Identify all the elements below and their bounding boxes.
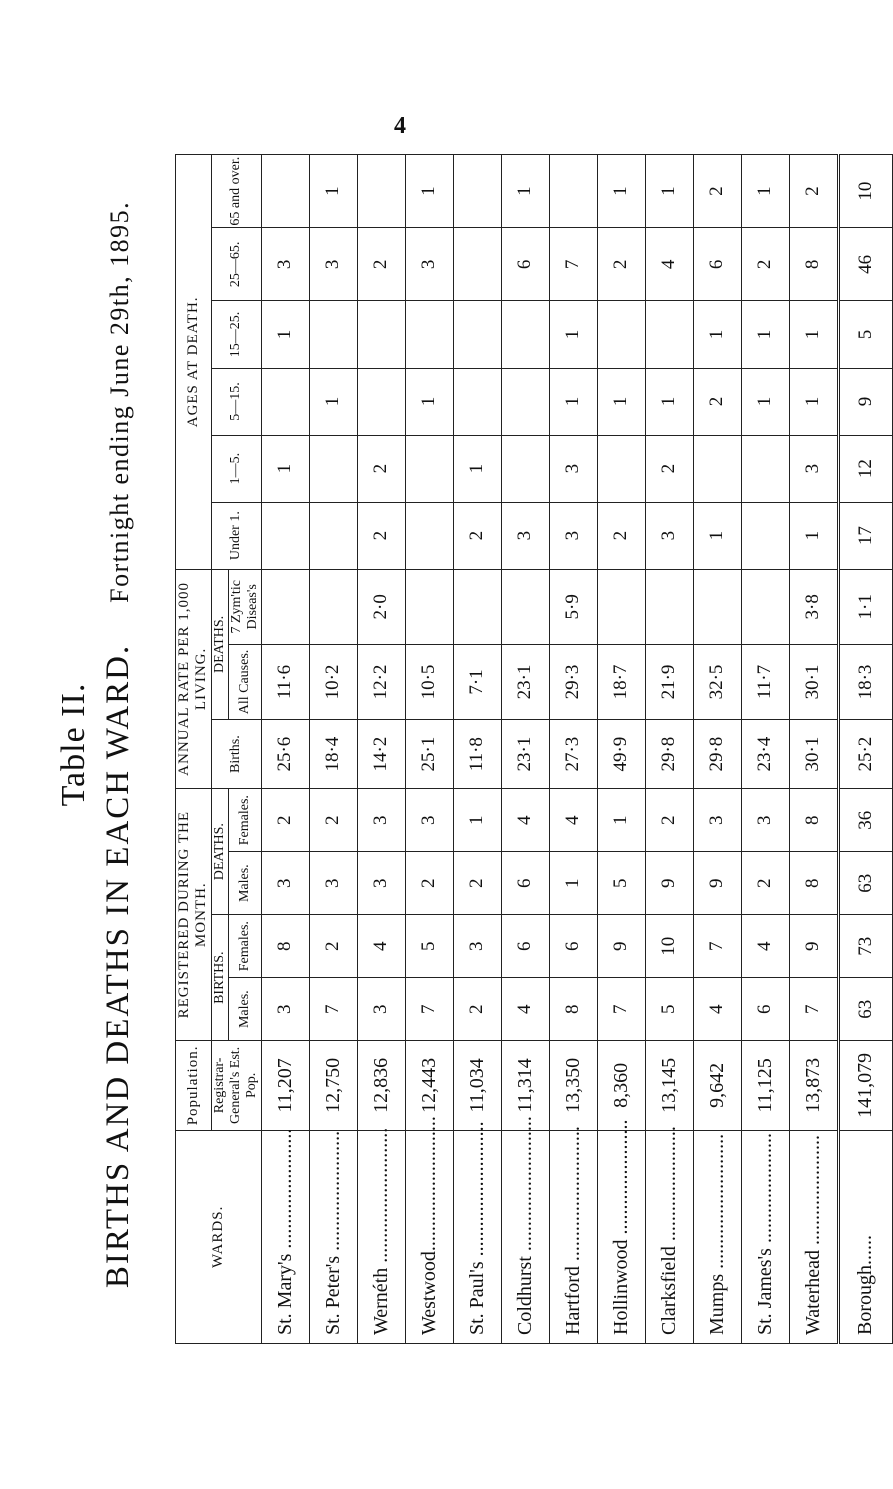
deaths-males-cell: 8 (789, 852, 838, 915)
births-females-cell: 4 (357, 915, 405, 978)
total-age-25-65: 46 (838, 228, 892, 301)
births-females-cell: 4 (741, 915, 789, 978)
age-1-5-cell (405, 435, 453, 502)
age-5-15-cell: 1 (405, 368, 453, 435)
death-rate-cell: 32·5 (693, 644, 741, 719)
age-5-15-cell: 1 (597, 368, 645, 435)
age-25-65-cell: 6 (693, 228, 741, 301)
deaths-males-cell: 9 (645, 852, 693, 915)
births-males-cell: 8 (549, 978, 597, 1041)
age-5-15-cell: 1 (549, 368, 597, 435)
ward-name: St. Mary's ........................ (261, 1130, 309, 1343)
all-causes-header: All Causes. (228, 644, 261, 719)
age-65-over-cell: 1 (597, 155, 645, 228)
deaths-males-cell: 2 (741, 852, 789, 915)
deaths-males-cell: 5 (597, 852, 645, 915)
zymotic-rate-cell (645, 569, 693, 644)
death-rate-cell: 12·2 (357, 644, 405, 719)
birth-rate-cell: 27·3 (549, 720, 597, 789)
births-males-cell: 4 (693, 978, 741, 1041)
age-1-5-cell (501, 435, 549, 502)
ward-name: Mumps ........................... (693, 1130, 741, 1343)
death-rate-cell: 11·6 (261, 644, 309, 719)
age-15-25-cell (309, 301, 357, 368)
births-females-cell: 5 (405, 915, 453, 978)
under1-cell: 1 (693, 502, 741, 569)
age-15-25-cell (405, 301, 453, 368)
annual-rate-header: ANNUAL RATE PER 1,000 LIVING. (176, 569, 212, 788)
death-rate-cell: 7·1 (453, 644, 501, 719)
registered-header: REGISTERED DURING THE MONTH. (176, 789, 212, 1041)
birth-rate-cell: 29·8 (645, 720, 693, 789)
deaths-males-cell: 9 (693, 852, 741, 915)
zymotic-rate-cell (741, 569, 789, 644)
births-males-cell: 7 (405, 978, 453, 1041)
registrar-pop-header: Registrar-General's Est. Pop. (211, 1041, 261, 1130)
deaths-males-header: Males. (228, 852, 261, 915)
age-65-over-cell: 1 (501, 155, 549, 228)
population-cell: 12,443 (405, 1041, 453, 1130)
ward-name: Hollinwood ....................... (597, 1130, 645, 1343)
zymotic-rate-cell (309, 569, 357, 644)
subtitle-text: Fortnight ending June 29th, 1895. (105, 200, 134, 603)
table-row (789, 155, 838, 1344)
births-females-cell: 6 (549, 915, 597, 978)
table-row (597, 155, 645, 1344)
deaths-rate-header: DEATHS. (211, 569, 228, 719)
age-65-over-cell: 2 (789, 155, 838, 228)
births-males-cell: 7 (789, 978, 838, 1041)
age-25-65-cell: 2 (597, 228, 645, 301)
age-15-25-cell (357, 301, 405, 368)
age-5-15-cell (501, 368, 549, 435)
age-25-65-cell: 8 (789, 228, 838, 301)
deaths-males-cell: 3 (309, 852, 357, 915)
age-1-5-cell: 3 (789, 435, 838, 502)
ward-name: Wernéth ........................... (357, 1130, 405, 1343)
births-females-cell: 9 (789, 915, 838, 978)
ward-name: St. James's ...................... (741, 1130, 789, 1343)
death-rate-cell: 30·1 (789, 644, 838, 719)
total-birth-rate: 25·2 (838, 720, 892, 789)
age-5-15-cell: 1 (789, 368, 838, 435)
deaths-females-header: Females. (228, 789, 261, 852)
births-males-cell: 3 (357, 978, 405, 1041)
age-15-25-cell (501, 301, 549, 368)
population-header: Population. (176, 1041, 212, 1130)
births-males-cell: 4 (501, 978, 549, 1041)
table-title (100, 0, 137, 1489)
age-25-65-header: 25—65. (211, 228, 261, 301)
births-header: BIRTHS. (211, 915, 228, 1041)
age-15-25-cell: 1 (741, 301, 789, 368)
ward-name: Westwood........................... (405, 1130, 453, 1343)
births-females-cell: 6 (501, 915, 549, 978)
deaths-males-cell: 3 (261, 852, 309, 915)
birth-rate-cell: 14·2 (357, 720, 405, 789)
births-females-cell: 2 (309, 915, 357, 978)
age-65-over-cell (357, 155, 405, 228)
age-25-65-cell: 6 (501, 228, 549, 301)
age-5-15-header: 5—15. (211, 368, 261, 435)
table-row (261, 155, 309, 1344)
age-1-5-header: 1—5. (211, 435, 261, 502)
title-text: BIRTHS AND DEATHS IN EACH WARD. (100, 643, 136, 1289)
deaths-females-cell: 3 (405, 789, 453, 852)
total-age-1-5: 12 (838, 435, 892, 502)
deaths-males-cell: 2 (405, 852, 453, 915)
zymotic-header: 7 Zym'tic Diseas's (228, 569, 261, 644)
age-25-65-cell: 4 (645, 228, 693, 301)
table-row (405, 155, 453, 1344)
table-row (357, 155, 405, 1344)
deaths-header: DEATHS. (211, 789, 228, 915)
age-5-15-cell: 1 (741, 368, 789, 435)
under1-cell (741, 502, 789, 569)
age-15-25-cell (645, 301, 693, 368)
age-25-65-cell: 3 (261, 228, 309, 301)
under1-header: Under 1. (211, 502, 261, 569)
deaths-females-cell: 3 (741, 789, 789, 852)
births-females-cell: 7 (693, 915, 741, 978)
under1-cell: 3 (645, 502, 693, 569)
zymotic-rate-cell (261, 569, 309, 644)
zymotic-rate-cell (693, 569, 741, 644)
age-1-5-cell: 3 (549, 435, 597, 502)
under1-cell (309, 502, 357, 569)
table-row (741, 155, 789, 1344)
under1-cell: 3 (549, 502, 597, 569)
birth-rate-cell: 11·8 (453, 720, 501, 789)
births-females-cell: 9 (597, 915, 645, 978)
deaths-females-cell: 8 (789, 789, 838, 852)
zymotic-rate-cell: 5·9 (549, 569, 597, 644)
population-cell: 9,642 (693, 1041, 741, 1130)
table-row (453, 155, 501, 1344)
deaths-females-cell: 4 (549, 789, 597, 852)
ward-name: Clarksfield ....................... (645, 1130, 693, 1343)
age-1-5-cell: 2 (357, 435, 405, 502)
birth-rate-cell: 30·1 (789, 720, 838, 789)
deaths-females-cell: 4 (501, 789, 549, 852)
zymotic-rate-cell (405, 569, 453, 644)
age-1-5-cell: 1 (453, 435, 501, 502)
deaths-females-cell: 2 (261, 789, 309, 852)
deaths-females-cell: 2 (645, 789, 693, 852)
population-cell: 11,034 (453, 1041, 501, 1130)
age-25-65-cell: 3 (309, 228, 357, 301)
table-label: Table II. (55, 682, 92, 807)
table-row (645, 155, 693, 1344)
age-1-5-cell (693, 435, 741, 502)
total-age-5-15: 9 (838, 368, 892, 435)
death-rate-cell: 11·7 (741, 644, 789, 719)
deaths-females-cell: 1 (453, 789, 501, 852)
deaths-males-cell: 2 (453, 852, 501, 915)
population-cell: 8,360 (597, 1041, 645, 1130)
population-cell: 13,145 (645, 1041, 693, 1130)
under1-cell: 2 (453, 502, 501, 569)
deaths-females-cell: 2 (309, 789, 357, 852)
death-rate-cell: 10·5 (405, 644, 453, 719)
wards-header: WARDS. (176, 1130, 262, 1343)
deaths-females-cell: 1 (597, 789, 645, 852)
borough-label: Borough...... (838, 1130, 892, 1343)
birth-rate-cell: 49·9 (597, 720, 645, 789)
page-number: 4 (394, 113, 406, 139)
population-cell: 13,350 (549, 1041, 597, 1130)
age-1-5-cell (741, 435, 789, 502)
births-females-cell: 10 (645, 915, 693, 978)
age-65-over-cell: 2 (693, 155, 741, 228)
age-5-15-cell (357, 368, 405, 435)
death-rate-cell: 23·1 (501, 644, 549, 719)
births-males-cell: 5 (645, 978, 693, 1041)
deaths-males-cell: 1 (549, 852, 597, 915)
age-5-15-cell (453, 368, 501, 435)
age-65-over-cell: 1 (645, 155, 693, 228)
age-1-5-cell: 1 (261, 435, 309, 502)
under1-cell: 2 (597, 502, 645, 569)
age-25-65-cell (453, 228, 501, 301)
birth-rate-cell: 25·6 (261, 720, 309, 789)
age-5-15-cell: 1 (645, 368, 693, 435)
births-females-header: Females. (228, 915, 261, 978)
birth-rate-cell: 23·1 (501, 720, 549, 789)
age-65-over-header: 65 and over. (211, 155, 261, 228)
age-15-25-cell (597, 301, 645, 368)
under1-cell: 1 (789, 502, 838, 569)
table-row (549, 155, 597, 1344)
total-population: 141,079 (838, 1041, 892, 1130)
age-5-15-cell (261, 368, 309, 435)
total-age-65-over: 10 (838, 155, 892, 228)
under1-cell (261, 502, 309, 569)
population-cell: 13,873 (789, 1041, 838, 1130)
deaths-females-cell: 3 (357, 789, 405, 852)
age-1-5-cell (597, 435, 645, 502)
under1-cell: 2 (357, 502, 405, 569)
age-65-over-cell (453, 155, 501, 228)
death-rate-cell: 18·7 (597, 644, 645, 719)
zymotic-rate-cell (597, 569, 645, 644)
deaths-females-cell: 3 (693, 789, 741, 852)
age-65-over-cell: 1 (405, 155, 453, 228)
age-15-25-cell: 1 (549, 301, 597, 368)
ward-name: Coldhurst ........................... (501, 1130, 549, 1343)
zymotic-rate-cell: 3·8 (789, 569, 838, 644)
birth-rate-cell: 29·8 (693, 720, 741, 789)
population-cell: 11,207 (261, 1041, 309, 1130)
age-5-15-cell: 2 (693, 368, 741, 435)
ward-name: St. Paul's ........................... (453, 1130, 501, 1343)
total-death-rate: 18·3 (838, 644, 892, 719)
table-row (693, 155, 741, 1344)
total-births-males: 63 (838, 978, 892, 1041)
table-row (309, 155, 357, 1344)
age-1-5-cell: 2 (645, 435, 693, 502)
birth-rate-cell: 18·4 (309, 720, 357, 789)
age-65-over-cell (261, 155, 309, 228)
total-deaths-females: 36 (838, 789, 892, 852)
total-age-15-25: 5 (838, 301, 892, 368)
population-cell: 11,125 (741, 1041, 789, 1130)
total-births-females: 73 (838, 915, 892, 978)
under1-cell (405, 502, 453, 569)
total-row (838, 155, 892, 1344)
births-females-cell: 3 (453, 915, 501, 978)
age-25-65-cell: 7 (549, 228, 597, 301)
zymotic-rate-cell (501, 569, 549, 644)
age-5-15-cell: 1 (309, 368, 357, 435)
zymotic-rate-cell (453, 569, 501, 644)
age-25-65-cell: 3 (405, 228, 453, 301)
age-65-over-cell (549, 155, 597, 228)
ward-name: St. Peter's ........................ (309, 1130, 357, 1343)
death-rate-cell: 10·2 (309, 644, 357, 719)
births-males-cell: 6 (741, 978, 789, 1041)
death-rate-cell: 29·3 (549, 644, 597, 719)
births-males-cell: 2 (453, 978, 501, 1041)
age-1-5-cell (309, 435, 357, 502)
under1-cell: 3 (501, 502, 549, 569)
age-15-25-header: 15—25. (211, 301, 261, 368)
births-males-header: Males. (228, 978, 261, 1041)
ward-name: Hartford ........................... (549, 1130, 597, 1343)
population-cell: 11,314 (501, 1041, 549, 1130)
ward-name: Waterhead ...................... (789, 1130, 838, 1343)
ages-header: AGES AT DEATH. (176, 155, 212, 570)
births-males-cell: 3 (261, 978, 309, 1041)
age-15-25-cell: 1 (693, 301, 741, 368)
age-65-over-cell: 1 (741, 155, 789, 228)
age-25-65-cell: 2 (357, 228, 405, 301)
population-cell: 12,836 (357, 1041, 405, 1130)
age-65-over-cell: 1 (309, 155, 357, 228)
births-deaths-table (175, 154, 893, 1344)
birth-rate-cell: 25·1 (405, 720, 453, 789)
zymotic-rate-cell: 2·0 (357, 569, 405, 644)
birth-rate-cell: 23·4 (741, 720, 789, 789)
death-rate-cell: 21·9 (645, 644, 693, 719)
age-15-25-cell: 1 (789, 301, 838, 368)
deaths-males-cell: 3 (357, 852, 405, 915)
age-25-65-cell: 2 (741, 228, 789, 301)
total-deaths-males: 63 (838, 852, 892, 915)
age-15-25-cell: 1 (261, 301, 309, 368)
births-rate-header: Births. (211, 720, 261, 789)
total-zymotic-rate: 1·1 (838, 569, 892, 644)
table-row (501, 155, 549, 1344)
total-under1: 17 (838, 502, 892, 569)
deaths-males-cell: 6 (501, 852, 549, 915)
births-males-cell: 7 (597, 978, 645, 1041)
births-females-cell: 8 (261, 915, 309, 978)
population-cell: 12,750 (309, 1041, 357, 1130)
births-males-cell: 7 (309, 978, 357, 1041)
age-15-25-cell (453, 301, 501, 368)
